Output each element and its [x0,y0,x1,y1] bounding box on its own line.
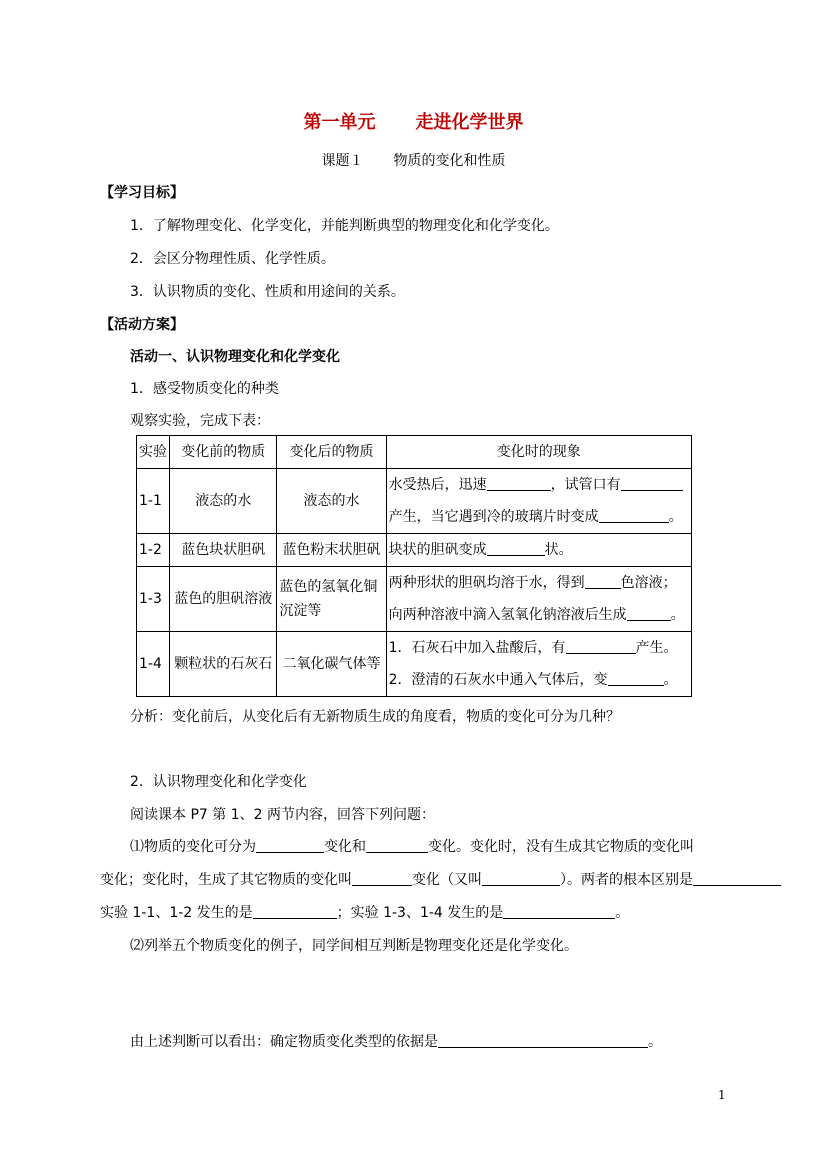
question-text: 变化（又叫 [412,872,482,888]
phenomenon-text: 两种形状的胆矾均溶于水，得到 [388,575,585,591]
after-substance: 蓝色的氢氧化铜沉淀等 [277,567,386,632]
analysis-question: 分析：变化前后，从变化后有无新物质生成的角度看，物质的变化可分为几种？ [130,709,620,725]
phenomenon-text: 向两种溶液中滴入氢氧化钠溶液后生成 [388,607,627,623]
subsection-2: 2．认识物理变化和化学变化 [130,774,307,790]
unit-name: 走进化学世界 [415,112,524,133]
answer-blank[interactable] [487,476,551,491]
answer-blank[interactable] [621,476,683,491]
exp-id: 1-1 [137,469,170,534]
phenomenon-text: 。 [663,672,678,688]
lesson-name: 物质的变化和性质 [393,153,506,169]
conclusion-text: 。 [648,1034,662,1050]
question-2: ⑵列举五个物质变化的例子，同学间相互判断是物理变化还是化学变化。 [130,938,578,954]
phenomenon-text: 水受热后，迅速 [388,477,487,493]
before-substance: 颗粒状的石灰石 [170,632,277,697]
phenomenon-text: 色溶液； [620,575,677,591]
phenomenon-text: 。 [668,509,683,525]
answer-blank[interactable] [585,574,621,589]
goal-item-3: 3．认识物质的变化、性质和用途间的关系。 [130,284,405,300]
phenomenon-cell [386,567,691,632]
table-row [137,632,692,697]
conclusion-line [130,1031,662,1051]
subsection-1: 1．感受物质变化的种类 [130,381,279,397]
lesson-label: 课题１ [321,153,364,169]
exp-id: 1-2 [137,534,170,567]
answer-blank[interactable] [566,639,636,654]
observe-instruction: 观察实验，完成下表： [130,413,270,429]
unit-number: 第一单元 [303,112,376,133]
lesson-title [0,150,827,170]
phenomenon-text: 2．澄清的石灰水中通入气体后，变 [388,672,608,688]
before-substance: 蓝色的胆矾溶液 [170,567,277,632]
table-row [137,469,692,534]
answer-blank[interactable] [366,838,428,853]
goal-item-1: 1．了解物理变化、化学变化，并能判断典型的物理变化和化学变化。 [130,218,559,234]
goals-heading: 【学习目标】 [100,185,184,201]
phenomenon-text: 产生。 [635,640,678,656]
question-text: ；实验 1-3、1-4 发生的是 [336,905,504,921]
answer-blank[interactable] [608,671,664,686]
question-1-line-3 [100,902,629,922]
after-substance: 二氧化碳气体等 [277,632,386,697]
unit-title [0,108,827,134]
phenomenon-cell [386,534,691,567]
page-number: 1 [718,1088,726,1102]
question-text: 实验 1-1、1-2 发生的是 [100,905,253,921]
activity1-heading: 活动一、认识物理变化和化学变化 [130,349,340,365]
phenomenon-cell [386,469,691,534]
table-row [137,567,692,632]
answer-blank[interactable] [438,1033,648,1048]
header-cell: 变化后的物质 [277,436,386,469]
header-cell: 实验 [137,436,170,469]
exp-id: 1-4 [137,632,170,697]
answer-blank[interactable] [256,838,324,853]
header-cell: 变化时的现象 [386,436,691,469]
goal-item-2: 2．会区分物理性质、化学性质。 [130,251,335,267]
activities-heading: 【活动方案】 [100,317,184,333]
experiment-table [136,435,692,697]
question-text: ）。两者的根本区别是 [560,872,693,888]
answer-blank[interactable] [482,871,560,886]
phenomenon-text: 块状的胆矾变成 [388,542,487,558]
answer-blank[interactable] [503,904,615,919]
phenomenon-text: ，试管口有 [550,477,621,493]
phenomenon-text: 1．石灰石中加入盐酸后，有 [388,640,566,656]
after-substance: 液态的水 [277,469,386,534]
before-substance: 液态的水 [170,469,277,534]
phenomenon-cell [386,632,691,697]
phenomenon-text: 。 [670,607,685,623]
answer-blank[interactable] [627,606,671,621]
question-text: 变化和 [324,839,366,855]
question-text: 。 [615,905,630,921]
answer-blank[interactable] [487,541,545,556]
answer-blank[interactable] [599,508,669,523]
after-substance: 蓝色粉末状胆矾 [277,534,386,567]
question-1-line-2 [100,869,781,889]
phenomenon-text: 产生，当它遇到冷的玻璃片时变成 [388,509,599,525]
phenomenon-text: 状。 [544,542,573,558]
answer-blank[interactable] [352,871,412,886]
question-text: 变化；变化时，生成了其它物质的变化叫 [100,872,352,888]
table-header-row [137,436,692,469]
answer-blank[interactable] [253,904,337,919]
question-text: ⑴物质的变化可分为 [130,839,256,855]
before-substance: 蓝色块状胆矾 [170,534,277,567]
header-cell: 变化前的物质 [170,436,277,469]
question-text: 变化。变化时，没有生成其它物质的变化叫 [428,839,694,855]
exp-id: 1-3 [137,567,170,632]
reading-instruction: 阅读课本 P7 第 1、2 两节内容，回答下列问题： [130,807,435,823]
question-1-line-1 [130,836,694,856]
conclusion-text: 由上述判断可以看出：确定物质变化类型的依据是 [130,1034,438,1050]
table-row [137,534,692,567]
answer-blank[interactable] [693,871,781,886]
